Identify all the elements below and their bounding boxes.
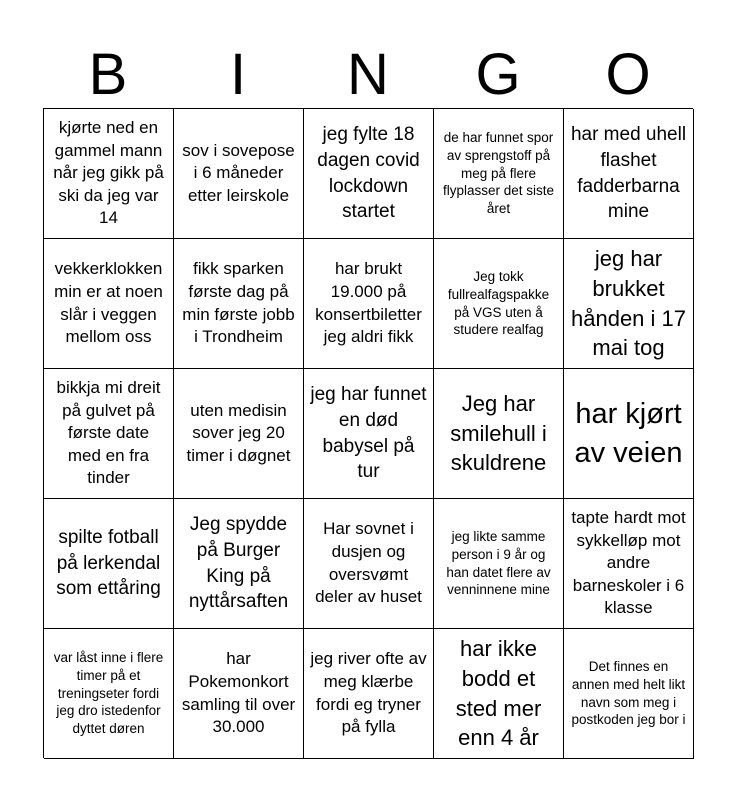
cell-text: har med uhell flashet fadderbarna mine [570,124,687,223]
cell-text: Har sovnet i dusjen og oversvømt deler av huset [315,519,422,607]
bingo-cell[interactable] [564,629,694,759]
bingo-cell[interactable] [564,239,694,369]
cell-text: Jeg tokk fullrealfagspakke på VGS uten å studere realfag [447,268,550,338]
bingo-cell[interactable] [44,499,174,629]
cell-text: spilte fotball på lerkendal som ettåring [56,527,161,600]
cell-text: jeg likte samme person i 9 år og han datet flere av venninnene mine [446,528,551,598]
bingo-cell[interactable] [434,239,564,369]
bingo-cell[interactable] [434,499,564,629]
bingo-cell[interactable] [564,109,694,239]
cell-text: jeg har funnet en død babysel på tur [310,384,427,483]
cell-text: Jeg har smilehull i skuldrene [450,390,547,476]
bingo-cell[interactable] [434,109,564,239]
header-letter-g: G [475,42,521,107]
cell-text: har Pokemonkort samling til over 30.000 [181,649,296,737]
bingo-cell[interactable] [44,369,174,499]
cell-text: vekkerklokken min er at noen slår i veggen mellom oss [54,259,163,347]
bingo-cell[interactable] [434,629,564,759]
cell-text: jeg har brukket hånden i 17 mai tog [571,246,686,361]
bingo-header [43,40,693,110]
bingo-cell[interactable] [174,109,304,239]
bingo-cell[interactable] [44,109,174,239]
bingo-cell[interactable] [564,369,694,499]
bingo-cell[interactable] [564,499,694,629]
cell-text: jeg fylte 18 dagen covid lockdown startet [317,124,420,223]
bingo-cell[interactable] [304,629,434,759]
cell-text: uten medisin sover jeg 20 timer i døgnet [186,400,291,465]
cell-text: de har funnet spor av sprengstoff på meg på flere flyplasser det siste året [442,129,555,217]
cell-text: jeg river ofte av meg klærbe fordi eg tryner på fylla [310,649,427,737]
cell-text: fikk sparken første dag på min første jobb i Trondheim [182,259,295,347]
bingo-cell[interactable] [304,109,434,239]
header-letter-o: O [605,42,651,107]
bingo-cell[interactable] [174,499,304,629]
header-letter-n: N [347,42,389,107]
cell-text: Det finnes en annen med helt likt navn som meg i postkoden jeg bor i [571,658,686,728]
cell-text: Jeg spydde på Burger King på nyttårsaften [188,514,289,613]
cell-text: tapte hardt mot sykkelløp mot andre barneskoler i 6 klasse [571,507,686,618]
bingo-cell[interactable] [304,369,434,499]
cell-text: sov i sovepose i 6 måneder etter leirskole [182,140,295,205]
bingo-cell[interactable] [174,239,304,369]
header-letter-i: I [229,42,247,107]
bingo-cell[interactable] [174,369,304,499]
cell-text: har ikke bodd et sted mer enn 4 år [455,636,542,751]
cell-text: har brukt 19.000 på konsertbiletter jeg aldri fikk [315,259,422,347]
cell-text: kjørte ned en gammel mann når jeg gikk på ski da jeg var 14 [53,117,164,228]
bingo-cell[interactable] [44,239,174,369]
bingo-cell[interactable] [304,499,434,629]
bingo-grid [43,108,693,758]
cell-text: bikkja mi dreit på gulvet på første date med en fra tinder [56,377,161,488]
bingo-cell[interactable] [174,629,304,759]
bingo-cell[interactable] [44,629,174,759]
bingo-cell[interactable] [434,369,564,499]
cell-text: var låst inne i flere timer på et treningseter fordi jeg dro istedenfor dyttet døren [53,649,164,737]
bingo-cell[interactable] [304,239,434,369]
cell-text: har kjørt av veien [574,398,683,469]
header-letter-b: B [88,42,128,107]
